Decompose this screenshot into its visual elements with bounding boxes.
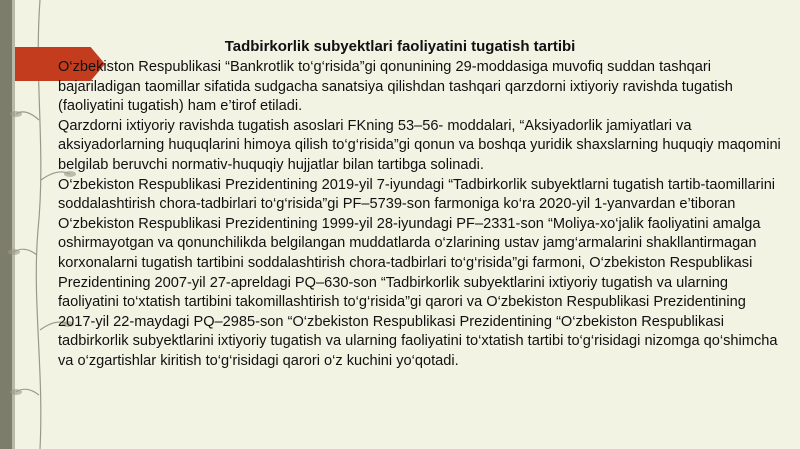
slide-title: Tadbirkorlik subyektlari faoliyatini tugatish tartibi [224, 38, 576, 55]
paragraph-3: O‘zbekiston Respublikasi Prezidentining 2019-yil 7-iyundagi “Tadbirkorlik subyektlarni tugatish tartib-taomillarini soddalashtirish chora-tadbirlari to‘g‘risida”gi PF–5739-son farmoniga ko‘ra 2020-yil 1-yanvardan e’tiboran O‘zbekiston Respublikasi Prezidentining 1999-yil 28-iyundagi PF–2331-son “Moliya-xo‘jalik faoliyatini amalga oshirmayotgan va qonunchilikda belgilangan muddatlarda o‘zlarining ustav jamg‘armalarini shakllantirmagan korxonalarni tugatish tartibini soddalashtirish chora-tadbirlari to‘g‘risida”gi farmoni, O‘zbekiston Respublikasi Prezidentining 2007-yil 27-apreldagi PQ–630-son “Tadbirkorlik subyektlarini ixtiyoriy tugatish va ularning faoliyatini to‘xtatish tartibini takomillashtirish to‘g‘risida”gi qarori va O‘zbekiston Respublikasi Prezidentining 2017-yil 22-maydagi PQ–2985-son “O‘zbekiston Respublikasi Prezidentining “O‘zbekiston Respublikasi tadbirkorlik subyektlarini ixtiyoriy tugatish va ularning faoliyatini to‘xtatish tartibi to‘g‘risidagi nizomga qo‘shimcha va o‘zgartishlar kiritish to‘g‘risidagi qarori o‘z kuchini yo‘qotadi. [58, 176, 778, 369]
paragraph-2: Qarzdorni ixtiyoriy ravishda tugatish asoslari FKning 53–56- moddalari, “Aksiyadorlik jamiyatlari va aksiyadorlarning huquqlarini himoya qilish to‘g‘risida”gi qonun va boshqa yuridik shaxslarning huquqiy maqomini belgilab beruvchi normativ-huquqiy hujjatlar bilan tartibga solinadi. [58, 117, 781, 173]
slide-body [58, 58, 784, 372]
paragraph-1: O‘zbekiston Respublikasi “Bankrotlik to‘g‘risida”gi qonunining 29-moddasiga muvofiq suddan tashqari bajariladigan taomillar sifatida sudgacha sanatsiya qilishdan tashqari qarzdorni ixtiyoriy ravishda tugatish (faoliyatini tugatish) ham e’tirof etiladi. [58, 59, 733, 115]
